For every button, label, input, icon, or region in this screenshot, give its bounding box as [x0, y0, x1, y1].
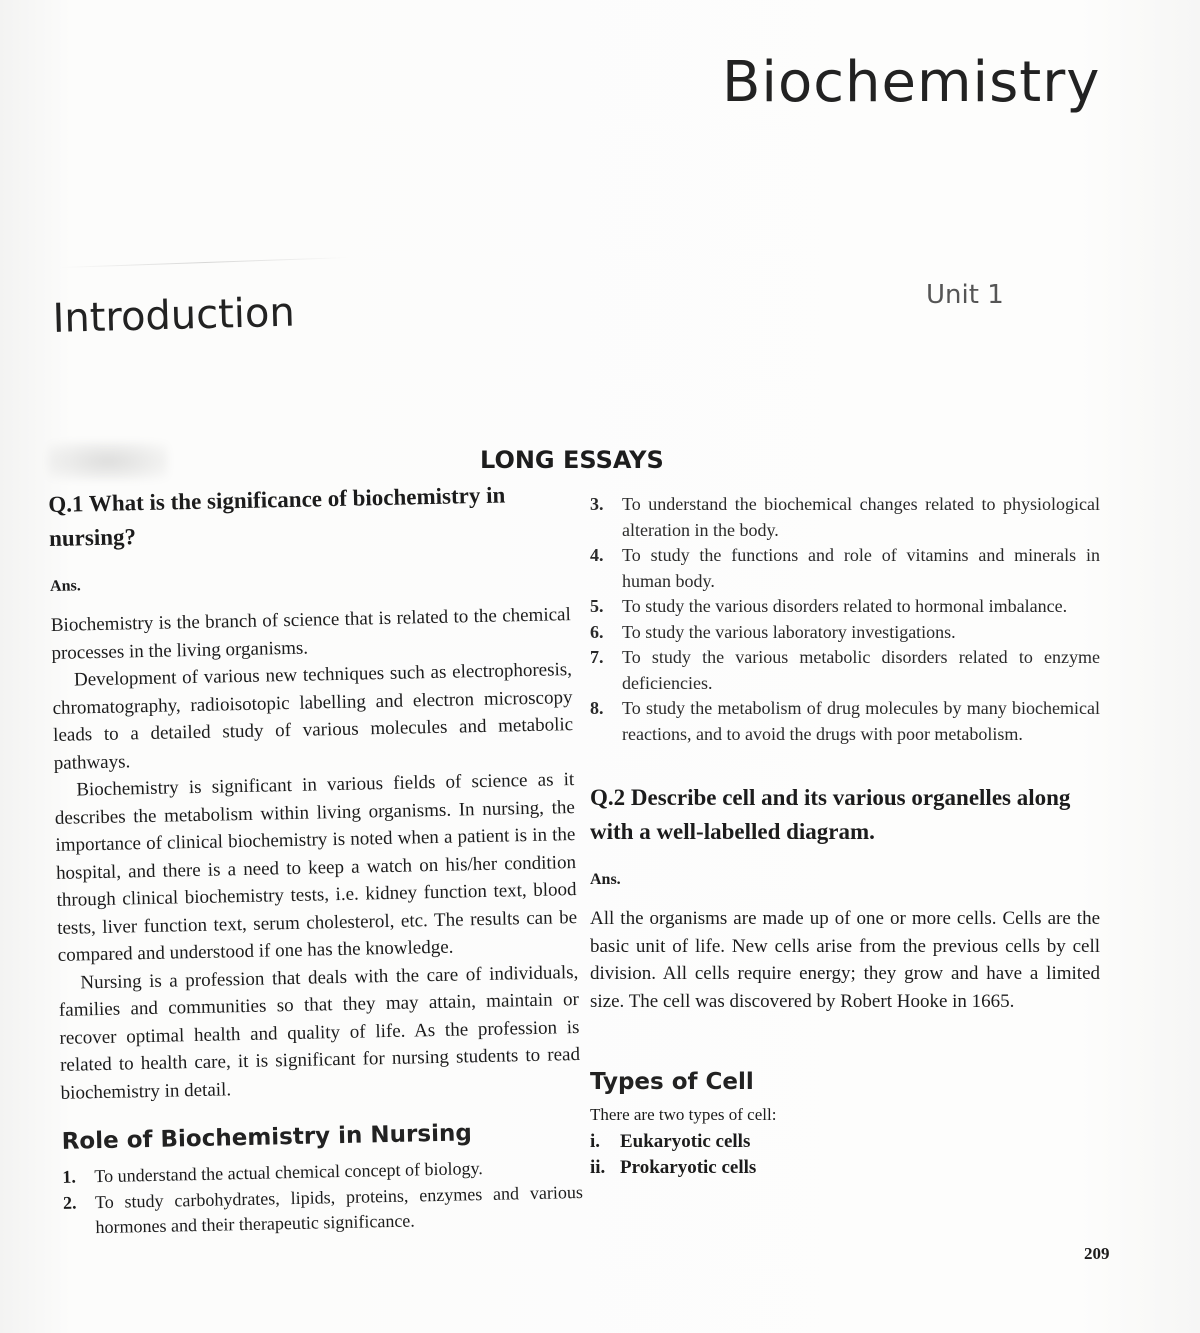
answer-label-1: Ans.: [49, 577, 81, 595]
list-item: [590, 543, 1100, 594]
types-list: [590, 1129, 1100, 1181]
list-number: 1.: [62, 1166, 77, 1187]
role-list-right: [590, 492, 1100, 747]
list-item: [590, 645, 1100, 696]
list-item: [590, 594, 1100, 620]
list-text: To study the various laboratory investigations.: [622, 621, 956, 642]
role-list-left: [62, 1154, 583, 1241]
list-item: [590, 696, 1100, 747]
types-heading: Types of Cell: [590, 1069, 754, 1095]
list-text: Prokaryotic cells: [620, 1157, 757, 1178]
q1-paragraph-3: Biochemistry is significant in various fields of science as it describes the metabolism within living organisms. In nursing, the importance of clinical biochemistry is noted when a patient is in the hospital, and there is a need to keep a watch on his/her condition through clinical biochemistry tests, i.e. kidney function text, blood tests, liver function text, serum cholesterol, etc. The results can be compared and understood if one has the knowledge.: [54, 769, 578, 966]
list-text: To study the metabolism of drug molecules by many biochemical reactions, and to avoid the drugs with poor metabolism.: [622, 698, 1100, 744]
list-number: 4.: [590, 545, 604, 565]
question-2: Q.2 Describe cell and its various organelles along with a well-labelled diagram.: [590, 785, 1071, 844]
list-text: To understand the actual chemical concept of biology.: [94, 1158, 483, 1187]
list-number: 3.: [590, 494, 604, 514]
list-text: To understand the biochemical changes related to physiological alteration in the body.: [622, 494, 1100, 540]
spacer: [590, 747, 1100, 781]
section-title: Introduction: [52, 289, 296, 342]
list-item: [590, 492, 1100, 543]
list-text: Eukaryotic cells: [620, 1131, 751, 1152]
page-number: 209: [1084, 1244, 1110, 1263]
left-column: [48, 477, 584, 1241]
list-item: [63, 1179, 584, 1241]
list-item: [590, 620, 1100, 646]
list-text: To study the functions and role of vitamins and minerals in human body.: [622, 545, 1100, 591]
q1-paragraph-4: Nursing is a profession that deals with the care of individuals, families and communities so that they may attain, maintain or recover optimal health and quality of life. As the profession is related to health care, it is significant for nursing students to read biochemistry in detail.: [58, 961, 581, 1104]
list-number: i.: [590, 1131, 601, 1152]
list-number: 2.: [62, 1192, 77, 1213]
list-text: To study the various disorders related to hormonal imbalance.: [622, 596, 1068, 616]
q2-paragraph: All the organisms are made up of one or more cells. Cells are the basic unit of life. New cells arise from the previous cells by cell division. All cells require energy; they grow and have a limited size. The cell was discovered by Robert Hooke in 1665.: [590, 908, 1100, 1012]
q1-paragraph-1: Biochemistry is the branch of science that is related to the chemical processes in the living organisms.: [50, 604, 571, 664]
list-item: [590, 1155, 1100, 1181]
unit-label: Unit 1: [926, 280, 1004, 310]
list-number: 8.: [590, 698, 604, 718]
role-heading: Role of Biochemistry in Nursing: [61, 1120, 473, 1155]
right-column: [590, 492, 1100, 1181]
list-text: To study carbohydrates, lipids, proteins, enzymes and various hormones and their therapeutic significance.: [94, 1181, 584, 1238]
answer-label-2: Ans.: [590, 871, 621, 888]
list-number: 7.: [590, 647, 604, 667]
question-1: Q.1 What is the significance of biochemistry in nursing?: [48, 482, 506, 551]
q1-paragraph-2: Development of various new techniques such as electrophoresis, chromatography, radioisotopic labelling and electron microscopy leads to a detailed study of various molecules and metabolic pathways.: [52, 659, 574, 774]
list-text: To study the various metabolic disorders related to enzyme deficiencies.: [622, 647, 1100, 693]
types-intro: There are two types of cell:: [590, 1105, 777, 1124]
list-number: 6.: [590, 621, 604, 642]
scan-smudge: [48, 442, 168, 480]
book-title: Biochemistry: [722, 50, 1101, 115]
list-item: [590, 1129, 1100, 1155]
long-essays-heading: LONG ESSAYS: [480, 446, 664, 474]
list-number: 5.: [590, 596, 604, 616]
list-number: ii.: [590, 1157, 606, 1178]
